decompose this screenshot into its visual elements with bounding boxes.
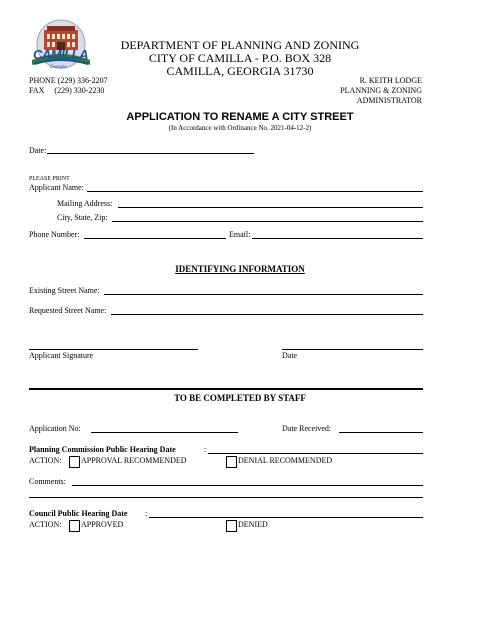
planning-hearing-label: Planning Commission Public Hearing Date — [29, 445, 176, 454]
denied-checkbox[interactable] — [226, 520, 237, 532]
applicant-name-field[interactable] — [87, 191, 423, 192]
existing-street-field[interactable] — [104, 294, 423, 295]
applicant-signature-label: Applicant Signature — [29, 351, 94, 360]
logo-text: CAMILLA — [33, 47, 88, 62]
city-state-zip-label: City, State, Zip: — [57, 213, 108, 222]
logo-tagline: Georgia — [50, 65, 67, 70]
city-po-box: CITY OF CAMILLA - P.O. BOX 328 — [148, 51, 332, 65]
council-action-label: ACTION: — [29, 520, 62, 529]
council-hearing-label: Council Public Hearing Date — [29, 509, 128, 518]
mailing-address-label: Mailing Address: — [57, 199, 113, 208]
applicant-signature-field[interactable] — [29, 349, 198, 350]
existing-street-label: Existing Street Name: — [29, 286, 100, 295]
phone-number-label: Phone Number: — [29, 230, 80, 239]
staff-divider — [29, 388, 423, 390]
date-received-label: Date Received: — [282, 424, 332, 433]
fax-number: FAX (229) 330-2230 — [29, 86, 105, 95]
identifying-heading: IDENTIFYING INFORMATION — [175, 264, 305, 274]
approval-recommended-label: APPROVAL RECOMMENDED — [81, 456, 187, 465]
signature-date-field[interactable] — [282, 349, 423, 350]
form-title: APPLICATION TO RENAME A CITY STREET — [126, 111, 354, 123]
planning-hearing-field[interactable] — [208, 453, 423, 454]
email-label: Email: — [229, 230, 251, 239]
comments-field-line-1[interactable] — [72, 485, 423, 486]
please-print-note: PLEASE PRINT — [29, 176, 70, 182]
date-received-field[interactable] — [339, 432, 423, 433]
phone-number: PHONE (229) 336-2207 — [29, 76, 108, 85]
signature-date-label: Date — [282, 351, 298, 360]
denial-recommended-label: DENIAL RECOMMENDED — [238, 456, 333, 465]
approved-checkbox[interactable] — [69, 520, 80, 532]
council-hearing-field[interactable] — [149, 517, 423, 518]
staff-heading: TO BE COMPLETED BY STAFF — [174, 393, 306, 403]
admin-title: ADMINISTRATOR — [356, 96, 422, 105]
city-state-zip: CAMILLA, GEORGIA 31730 — [166, 64, 314, 78]
application-no-label: Application No: — [29, 424, 81, 433]
admin-name: R. KEITH LODGE — [359, 76, 422, 85]
phone-number-field[interactable] — [84, 238, 226, 239]
applicant-name-label: Applicant Name: — [29, 183, 84, 192]
email-field[interactable] — [252, 238, 423, 239]
date-field[interactable] — [47, 153, 254, 154]
date-label: Date: — [29, 146, 47, 155]
council-hearing-colon: : — [145, 509, 148, 518]
requested-street-label: Requested Street Name: — [29, 306, 107, 315]
form-subtitle: (In Accordance with Ordinance No. 2021-04-12-2) — [168, 124, 312, 132]
city-state-zip-field[interactable] — [112, 221, 423, 222]
requested-street-field[interactable] — [111, 314, 423, 315]
denied-label: DENIED — [238, 520, 268, 529]
admin-dept: PLANNING & ZONING — [340, 86, 422, 95]
department-name: DEPARTMENT OF PLANNING AND ZONING — [120, 38, 360, 52]
comments-field-line-2[interactable] — [29, 497, 423, 498]
mailing-address-field[interactable] — [118, 207, 423, 208]
planning-action-label: ACTION: — [29, 456, 62, 465]
application-no-field[interactable] — [91, 432, 238, 433]
approval-recommended-checkbox[interactable] — [69, 456, 80, 468]
planning-hearing-colon: : — [204, 445, 207, 454]
denial-recommended-checkbox[interactable] — [226, 456, 237, 468]
comments-label: Comments: — [29, 477, 66, 486]
approved-label: APPROVED — [81, 520, 124, 529]
